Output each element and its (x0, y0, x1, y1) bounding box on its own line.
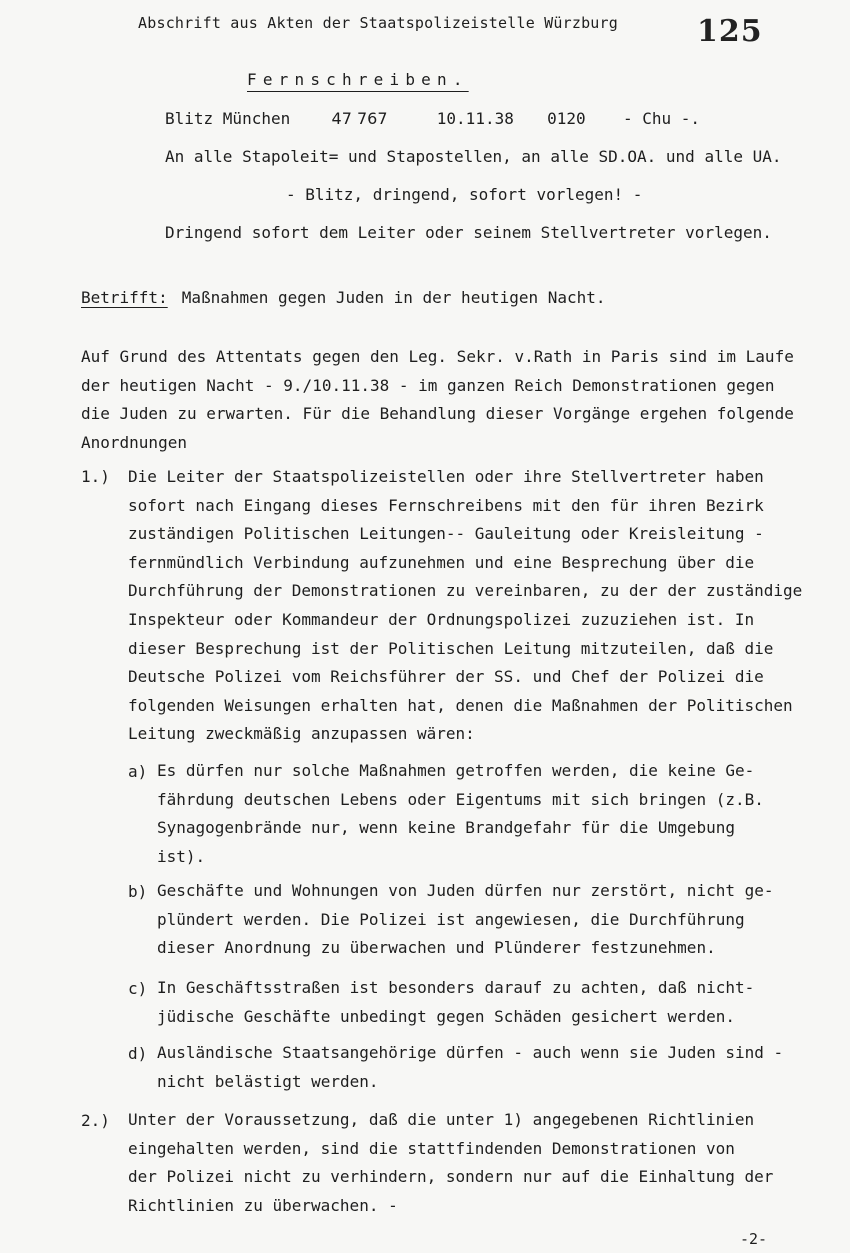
sub-item-d-body (157, 1039, 783, 1096)
item-1-line: Inspekteur oder Kommandeur der Ordnungspolizei zuzuziehen ist. In (128, 609, 755, 629)
meta-sender: Blitz München (165, 109, 291, 128)
sub-item-line: jüdische Geschäfte unbedingt gegen Schäden gesichert werden. (157, 1006, 735, 1026)
intro-line: Anordnungen (81, 432, 187, 452)
page-number-stamp: 125 (697, 14, 763, 49)
sub-item-a-letter: a) (128, 762, 148, 781)
item-1-body (128, 463, 802, 749)
item-2-line: eingehalten werden, sind die stattfindenden Demonstrationen von (128, 1138, 735, 1158)
meta-signature: - Chu -. (622, 109, 700, 128)
telegram-meta (165, 109, 700, 128)
item-1-line: Durchführung der Demonstrationen zu vereinbaren, zu der der zuständige (128, 581, 803, 601)
item-2-line: Richtlinien zu überwachen. - (128, 1195, 398, 1215)
item-1-line: Die Leiter der Staatspolizeistellen oder ihre Stellvertreter haben (128, 467, 764, 486)
subject-text: Maßnahmen gegen Juden in der heutigen Nacht. (181, 288, 606, 307)
intro-paragraph (81, 343, 801, 457)
item-1-number: 1.) (81, 467, 110, 486)
item-1-line: fernmündlich Verbindung aufzunehmen und eine Besprechung über die (128, 552, 755, 572)
item-2-line: der Polizei nicht zu verhindern, sondern nur auf die Einhaltung der (128, 1167, 774, 1187)
sub-item-line: dieser Anordnung zu überwachen und Plünderer festzunehmen. (157, 938, 716, 958)
sub-item-line: In Geschäftsstraßen ist besonders darauf zu achten, daß nicht- (157, 978, 755, 997)
item-2-body (128, 1106, 773, 1220)
meta-date: 10.11.38 (436, 109, 514, 128)
sub-item-a-body (157, 757, 764, 871)
sub-item-line: Ausländische Staatsangehörige dürfen - auch wenn sie Juden sind - (157, 1043, 784, 1062)
subject-line (81, 288, 606, 307)
meta-number: 47 767 (331, 109, 388, 128)
sub-item-line: nicht belästigt werden. (157, 1071, 379, 1091)
item-1-line: zuständigen Politischen Leitungen-- Gauleitung oder Kreisleitung - (128, 524, 764, 544)
source-header: Abschrift aus Akten der Staatspolizeistelle Würzburg (138, 14, 618, 32)
item-1-line: Deutsche Polizei vom Reichsführer der SS. und Chef der Polizei die (128, 667, 764, 687)
item-1-line: Leitung zweckmäßig anzupassen wären: (128, 724, 475, 744)
item-1-line: sofort nach Eingang dieses Fernschreibens mit den für ihren Bezirk (128, 495, 764, 515)
urgency-line: - Blitz, dringend, sofort vorlegen! - (286, 185, 643, 204)
subject-label: Betrifft: (81, 288, 168, 307)
sub-item-line: Synagogenbrände nur, wenn keine Brandgefahr für die Umgebung (157, 818, 735, 838)
continuation-marker: -2- (740, 1230, 768, 1248)
item-1-line: dieser Besprechung ist der Politischen Leitung mitzuteilen, daß die (128, 638, 774, 658)
sub-item-b-letter: b) (128, 882, 148, 901)
sub-item-line: ist). (157, 846, 206, 866)
sub-item-c-letter: c) (128, 979, 148, 998)
sub-item-d-letter: d) (128, 1044, 148, 1063)
item-1-line: folgenden Weisungen erhalten hat, denen die Maßnahmen der Politischen (128, 695, 793, 715)
document-title: Fernschreiben. (247, 70, 469, 89)
instruction-line: Dringend sofort dem Leiter oder seinem Stellvertreter vorlegen. (165, 223, 772, 242)
item-2-line: Unter der Voraussetzung, daß die unter 1) angegebenen Richtlinien (128, 1110, 755, 1129)
sub-item-line: Es dürfen nur solche Maßnahmen getroffen werden, die keine Ge- (157, 761, 755, 780)
sub-item-b-body (157, 877, 774, 963)
meta-time: 0120 (547, 109, 586, 128)
intro-line: der heutigen Nacht - 9./10.11.38 - im ganzen Reich Demonstrationen gegen (81, 375, 775, 395)
sub-item-c-body (157, 974, 754, 1031)
sub-item-line: Geschäfte und Wohnungen von Juden dürfen nur zerstört, nicht ge- (157, 881, 774, 900)
intro-line: Auf Grund des Attentats gegen den Leg. Sekr. v.Rath in Paris sind im Laufe (81, 347, 794, 366)
sub-item-line: fährdung deutschen Lebens oder Eigentums mit sich bringen (z.B. (157, 789, 764, 809)
sub-item-line: plündert werden. Die Polizei ist angewiesen, die Durchführung (157, 909, 745, 929)
intro-line: die Juden zu erwarten. Für die Behandlung dieser Vorgänge ergehen folgende (81, 404, 794, 424)
item-2-number: 2.) (81, 1111, 110, 1130)
addressee-line: An alle Stapoleit= und Stapostellen, an alle SD.OA. und alle UA. (165, 147, 782, 166)
